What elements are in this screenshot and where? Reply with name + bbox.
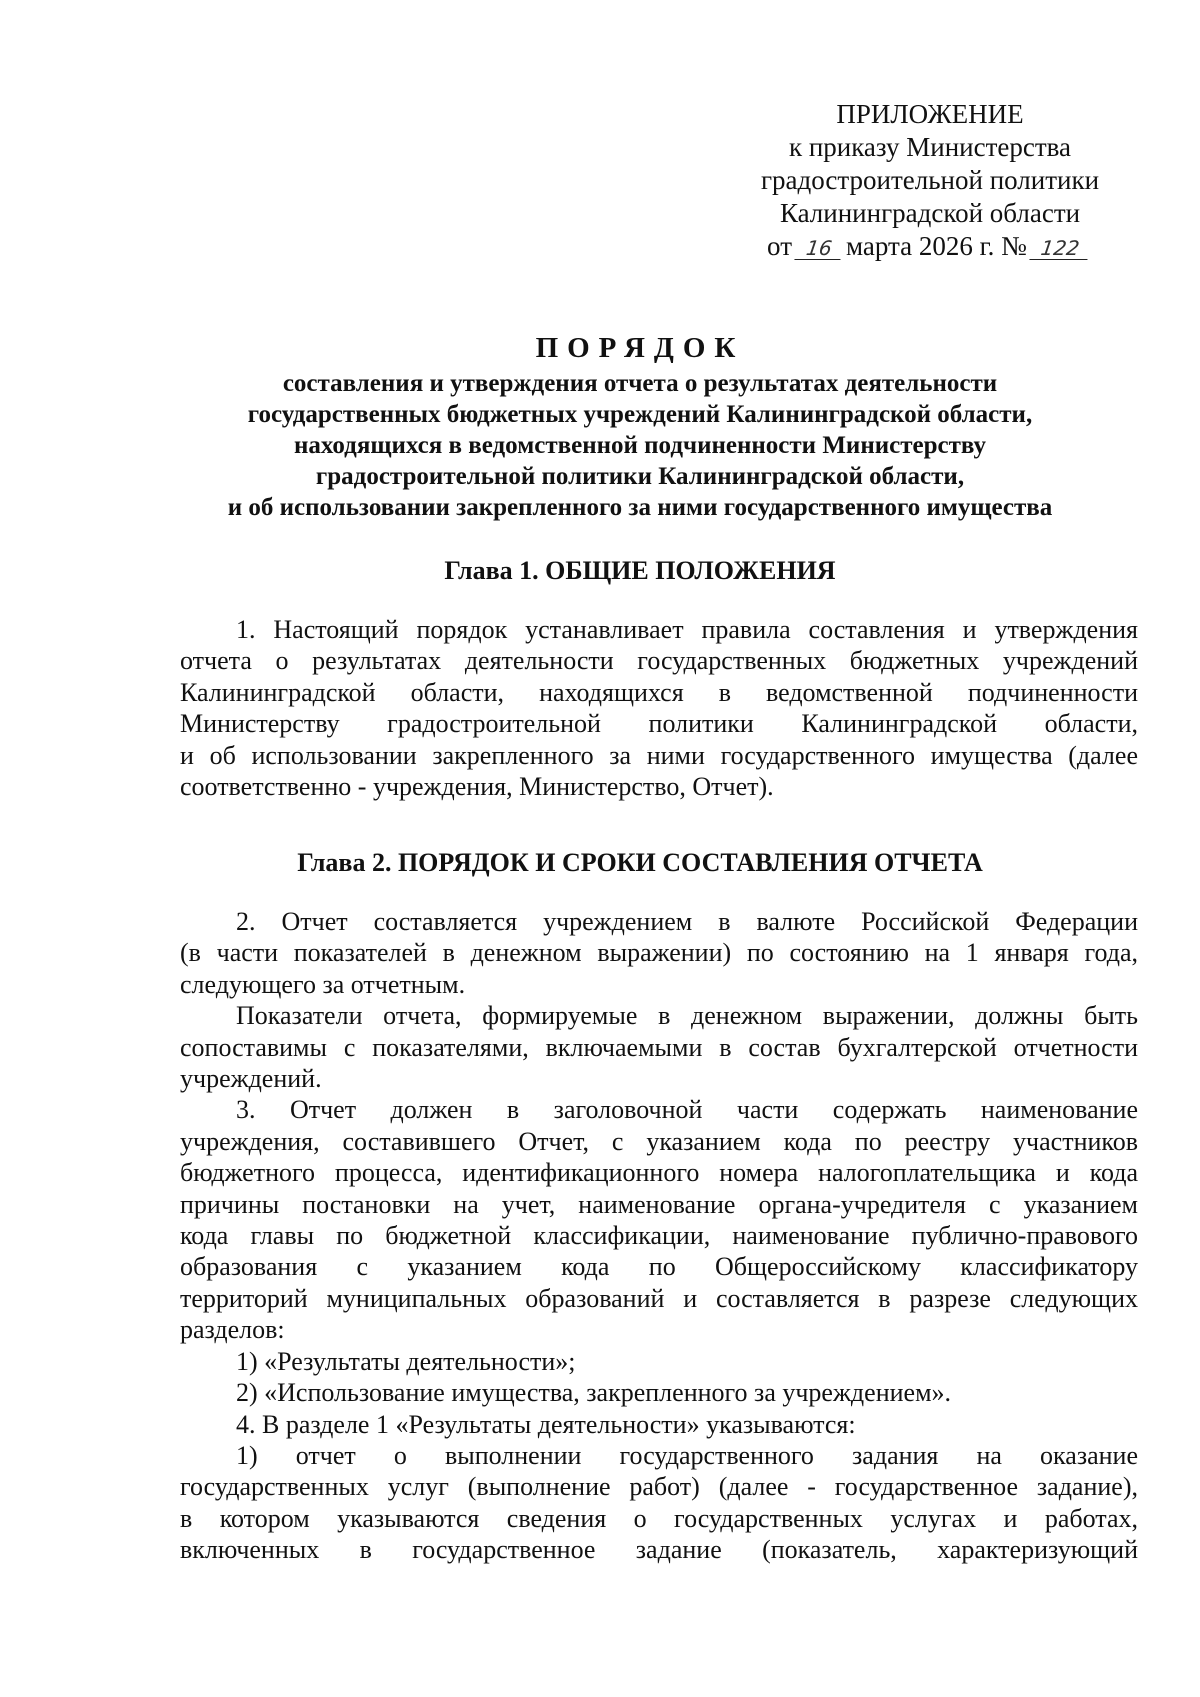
text-line: разделов:	[180, 1315, 285, 1345]
title-subtitle	[150, 368, 1130, 523]
text-line: кода главы по бюджетной классификации, наименование публично-правового	[180, 1221, 1138, 1251]
title-line: составления и утверждения отчета о результатах деятельности	[282, 370, 998, 397]
handwritten-order-number: 122	[1029, 237, 1090, 260]
title-line: находящихся в ведомственной подчиненности Министерству	[293, 432, 987, 459]
text-line: бюджетного процесса, идентификационного номера налогоплательщика и кода	[180, 1158, 1138, 1188]
text-line: Показатели отчета, формируемые в денежном выражении, должны быть	[236, 1001, 1138, 1031]
text-line: следующего за отчетным.	[180, 969, 466, 999]
text-line: в котором указываются сведения о государственных услугах и работах,	[180, 1503, 1138, 1533]
text-line: территорий муниципальных образований и составляется в разрезе следующих	[180, 1283, 1138, 1313]
date-prefix: от	[767, 231, 792, 261]
date-month-year: марта 2026 г. №	[846, 231, 1027, 261]
paragraph-2	[180, 906, 1138, 1566]
text-line: Министерству градостроительной политики Калининградской области,	[180, 709, 1138, 739]
text-line: (в части показателей в денежном выражении) по состоянию на 1 января года,	[180, 938, 1138, 968]
text-line: государственных услуг (выполнение работ) (далее - государственное задание),	[180, 1472, 1138, 1502]
chapter-1-heading: Глава 1. ОБЩИЕ ПОЛОЖЕНИЯ	[444, 556, 836, 585]
text-line: 1. Настоящий порядок устанавливает правила составления и утверждения	[236, 615, 1138, 644]
text-line: 1) отчет о выполнении государственного задания на оказание	[236, 1440, 1138, 1470]
title-line: градостроительной политики Калининградской области,	[315, 463, 965, 490]
text-line: образования с указанием кода по Общероссийскому классификатору	[180, 1252, 1138, 1282]
text-line: учреждений.	[180, 1064, 322, 1094]
text-line: 2. Отчет составляется учреждением в валюте Российской Федерации	[236, 907, 1138, 936]
title-line: государственных бюджетных учреждений Калининградской области,	[247, 401, 1033, 428]
document-title	[150, 330, 1130, 523]
title-main: ПОРЯДОК	[535, 332, 745, 364]
text-line: Калининградской области, находящихся в ведомственной подчиненности	[180, 677, 1138, 707]
text-line: сопоставимы с показателями, включаемыми в состав бухгалтерской отчетности	[180, 1032, 1138, 1062]
text-line: причины постановки на учет, наименование органа-учредителя с указанием	[180, 1189, 1138, 1219]
handwritten-day: 16	[794, 237, 843, 260]
list-item: 2) «Использование имущества, закрепленного за учреждением».	[236, 1378, 952, 1408]
text-line: отчета о результатах деятельности государственных бюджетных учреждений	[180, 646, 1138, 676]
appendix-region: Калининградской области	[779, 198, 1081, 228]
appendix-order-ref: к приказу Министерства	[788, 132, 1072, 162]
appendix-ministry: градостроительной политики	[760, 165, 1100, 195]
text-line: 4. В разделе 1 «Результаты деятельности» указываются:	[236, 1409, 856, 1439]
appendix-date-line	[736, 230, 1124, 263]
title-line: и об использовании закрепленного за ними государственного имущества	[227, 494, 1053, 521]
text-line: соответственно - учреждения, Министерство, Отчет).	[180, 772, 774, 802]
chapter-2-heading: Глава 2. ПОРЯДОК И СРОКИ СОСТАВЛЕНИЯ ОТЧЕТА	[297, 848, 983, 877]
text-line: учреждения, составившего Отчет, с указанием кода по реестру участников	[180, 1126, 1138, 1156]
text-line: 3. Отчет должен в заголовочной части содержать наименование	[236, 1095, 1138, 1125]
appendix-header	[736, 98, 1124, 263]
list-item: 1) «Результаты деятельности»;	[236, 1346, 576, 1376]
text-line: и об использовании закрепленного за ними государственного имущества (далее	[180, 740, 1138, 770]
text-line: включенных в государственное задание (показатель, характеризующий	[180, 1535, 1138, 1565]
appendix-title: ПРИЛОЖЕНИЕ	[836, 99, 1024, 129]
paragraph-1	[180, 614, 1138, 802]
